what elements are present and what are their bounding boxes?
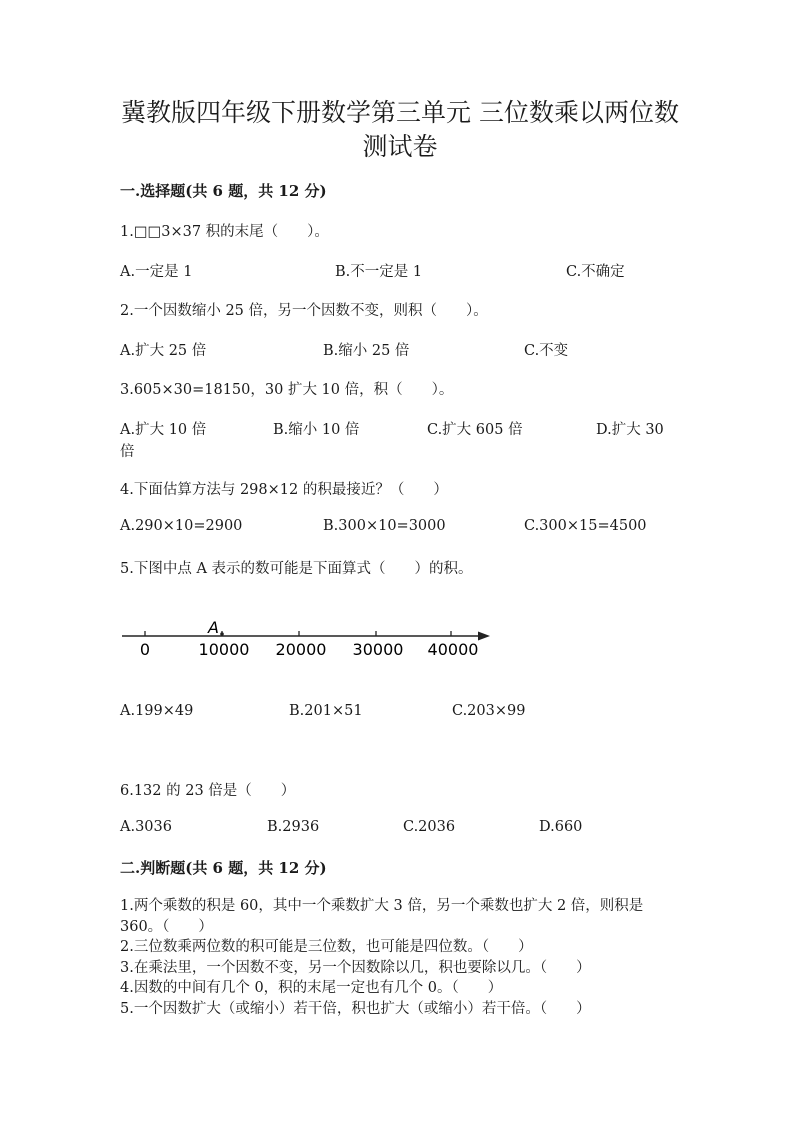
judgement-item: 5.一个因数扩大（或缩小）若干倍，积也扩大（或缩小）若干倍。（ ） xyxy=(120,1000,591,1017)
tick-label: 10000 xyxy=(198,640,250,659)
question-stem: 2.一个因数缩小 25 倍，另一个因数不变，则积（ ）。 xyxy=(120,303,488,319)
option-b: B.不一定是 1 xyxy=(335,264,423,280)
judgement-item: 1.两个乘数的积是 60，其中一个乘数扩大 3 倍，另一个乘数也扩大 2 倍，则积是 360。（ ） xyxy=(120,898,644,935)
option-c: C.不确定 xyxy=(566,264,625,280)
option-d-continued: 倍 xyxy=(120,444,135,460)
tick-label: 40000 xyxy=(427,640,479,659)
option-c: C.2036 xyxy=(403,819,456,835)
question-stem: 5.下图中点 A 表示的数可能是下面算式（ ）的积。 xyxy=(120,561,473,577)
number-line-figure xyxy=(118,615,498,665)
option-c: C.203×99 xyxy=(452,703,526,719)
question-stem: 4.下面估算方法与 298×12 的积最接近？（ ） xyxy=(120,482,448,498)
page-title-line2: 测试卷 xyxy=(362,132,438,161)
tick-label: 30000 xyxy=(352,640,404,659)
page-title: 冀教版四年级下册数学第三单元 三位数乘以两位数 xyxy=(121,98,679,127)
option-a: A.290×10=2900 xyxy=(120,518,243,534)
option-b: B.缩小 25 倍 xyxy=(323,343,410,359)
option-a: A.3036 xyxy=(120,819,172,835)
tick-label: 20000 xyxy=(275,640,327,659)
option-b: B.缩小 10 倍 xyxy=(273,422,360,438)
judgement-item: 3.在乘法里，一个因数不变，另一个因数除以几，积也要除以几。（ ） xyxy=(120,959,591,976)
option-b: B.2936 xyxy=(267,819,320,835)
option-c: C.300×15=4500 xyxy=(524,518,647,534)
point-a-label: A xyxy=(208,618,219,637)
tick-label: 0 xyxy=(139,640,151,659)
judgement-item: 2.三位数乘两位数的积可能是三位数，也可能是四位数。（ ） xyxy=(120,939,533,955)
option-d: D.扩大 30 xyxy=(596,422,664,438)
number-line-arrow xyxy=(478,632,490,641)
option-b: B.201×51 xyxy=(289,703,363,719)
question-stem: 3.605×30=18150，30 扩大 10 倍，积（ ）。 xyxy=(120,382,454,398)
option-c: C.扩大 605 倍 xyxy=(427,422,523,438)
option-a: A.199×49 xyxy=(120,703,194,719)
question-stem: 1.□□3×37 积的末尾（ ）。 xyxy=(120,224,329,240)
section-heading-judgement: 二.判断题(共 6 题，共 12 分) xyxy=(120,859,327,877)
section-heading-choice: 一.选择题(共 6 题，共 12 分) xyxy=(120,182,327,200)
option-a: A.一定是 1 xyxy=(120,264,193,280)
judgement-list xyxy=(120,896,680,1019)
point-a-marker xyxy=(220,632,224,636)
option-c: C.不变 xyxy=(524,343,569,359)
question-stem: 6.132 的 23 倍是（ ） xyxy=(120,783,296,799)
option-a: A.扩大 10 倍 xyxy=(120,422,207,438)
option-b: B.300×10=3000 xyxy=(323,518,446,534)
option-a: A.扩大 25 倍 xyxy=(120,343,207,359)
option-d: D.660 xyxy=(539,819,583,835)
judgement-item: 4.因数的中间有几个 0，积的末尾一定也有几个 0。（ ） xyxy=(120,980,503,996)
